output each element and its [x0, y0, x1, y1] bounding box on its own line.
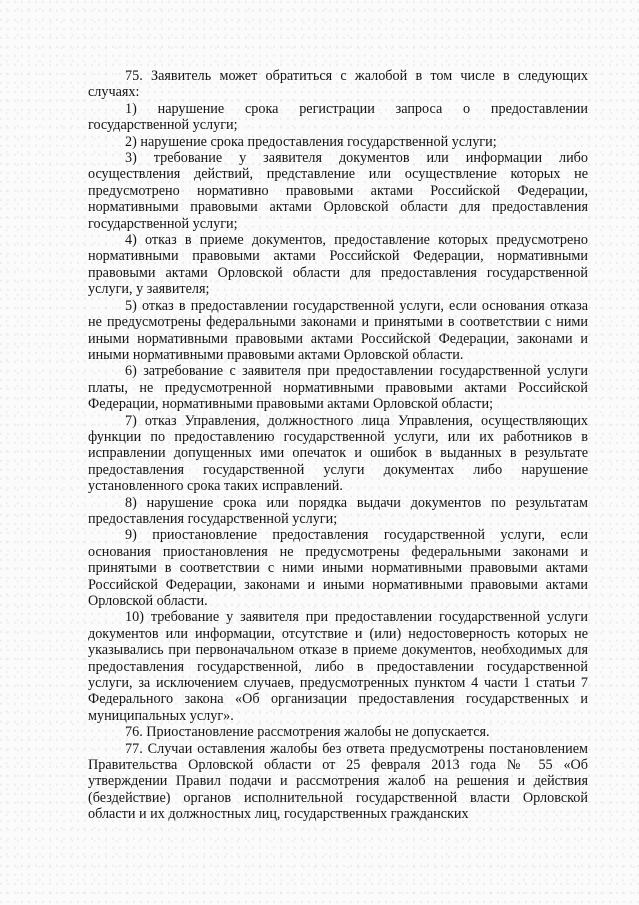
paragraph-75: 75. Заявитель может обратиться с жалобой в том числе в следующих случаях:: [88, 68, 588, 101]
list-item-10: 10) требование у заявителя при предоставлении государственной услуги документов или информации, отсутствие и (или) недостоверность которых не указывались при первоначальном отказе в приеме документов, необходимых для предоставления государственной, либо в предоставлении государственной услуги, за исключением случаев, предусмотренных пунктом 4 части 1 статьи 7 Федерального закона «Об организации предоставления государственных и муниципальных услуг».: [88, 609, 588, 724]
list-item-6: 6) затребование с заявителя при предоставлении государственной услуги платы, не предусмотренной нормативными правовыми актами Российской Федерации, нормативными правовыми актами Орловской области;: [88, 363, 588, 413]
list-item-9: 9) приостановление предоставления государственной услуги, если основания приостановления не предусмотрены федеральными законами и принятыми в соответствии с ними иными нормативными правовыми актами Российской Федерации, законами и иными нормативными правовыми актами Орловской области.: [88, 527, 588, 609]
list-item-7: 7) отказ Управления, должностного лица Управления, осуществляющих функции по предоставлению государственной услуги, или их работников в исправлении допущенных ими опечаток и ошибок в выданных в результате предоставления государственной услуги документах либо нарушение установленного срока таких исправлений.: [88, 412, 588, 495]
list-item-3: 3) требование у заявителя документов или информации либо осуществления действий, представление или осуществление которых не предусмотрено нормативно правовыми актами Российской Федерации, нормативными правовыми актами Орловской области для предоставления государственной услуги;: [88, 150, 588, 232]
list-item-4: 4) отказ в приеме документов, предоставление которых предусмотрено нормативными правовыми актами Российской Федерации, нормативными правовыми актами Орловской области для предоставления государственной услуги, у заявителя;: [88, 232, 588, 298]
paragraph-76: 76. Приостановление рассмотрения жалобы не допускается.: [125, 724, 490, 741]
list-item-1: 1) нарушение срока регистрации запроса о предоставлении государственной услуги;: [88, 100, 588, 134]
list-item-2: 2) нарушение срока предоставления государственной услуги;: [125, 133, 497, 150]
document-body: [88, 68, 588, 823]
paragraph-77: 77. Случаи оставления жалобы без ответа предусмотрены постановлением Правительства Орловской области от 25 февраля 2013 года № 55 «Об утверждении Правил подачи и рассмотрения жалоб на решения и действия (бездействие) органов исполнительной государственной власти Орловской области и их должностных лиц, государственных гражданских: [88, 740, 588, 823]
list-item-8: 8) нарушение срока или порядка выдачи документов по результатам предоставления государственной услуги;: [88, 494, 588, 527]
list-item-5: 5) отказ в предоставлении государственной услуги, если основания отказа не предусмотрены федеральными законами и принятыми в соответствии с ними иными нормативными правовыми актами Российской Федерации, законами и иными нормативными правовыми актами Орловской области.: [88, 297, 588, 363]
